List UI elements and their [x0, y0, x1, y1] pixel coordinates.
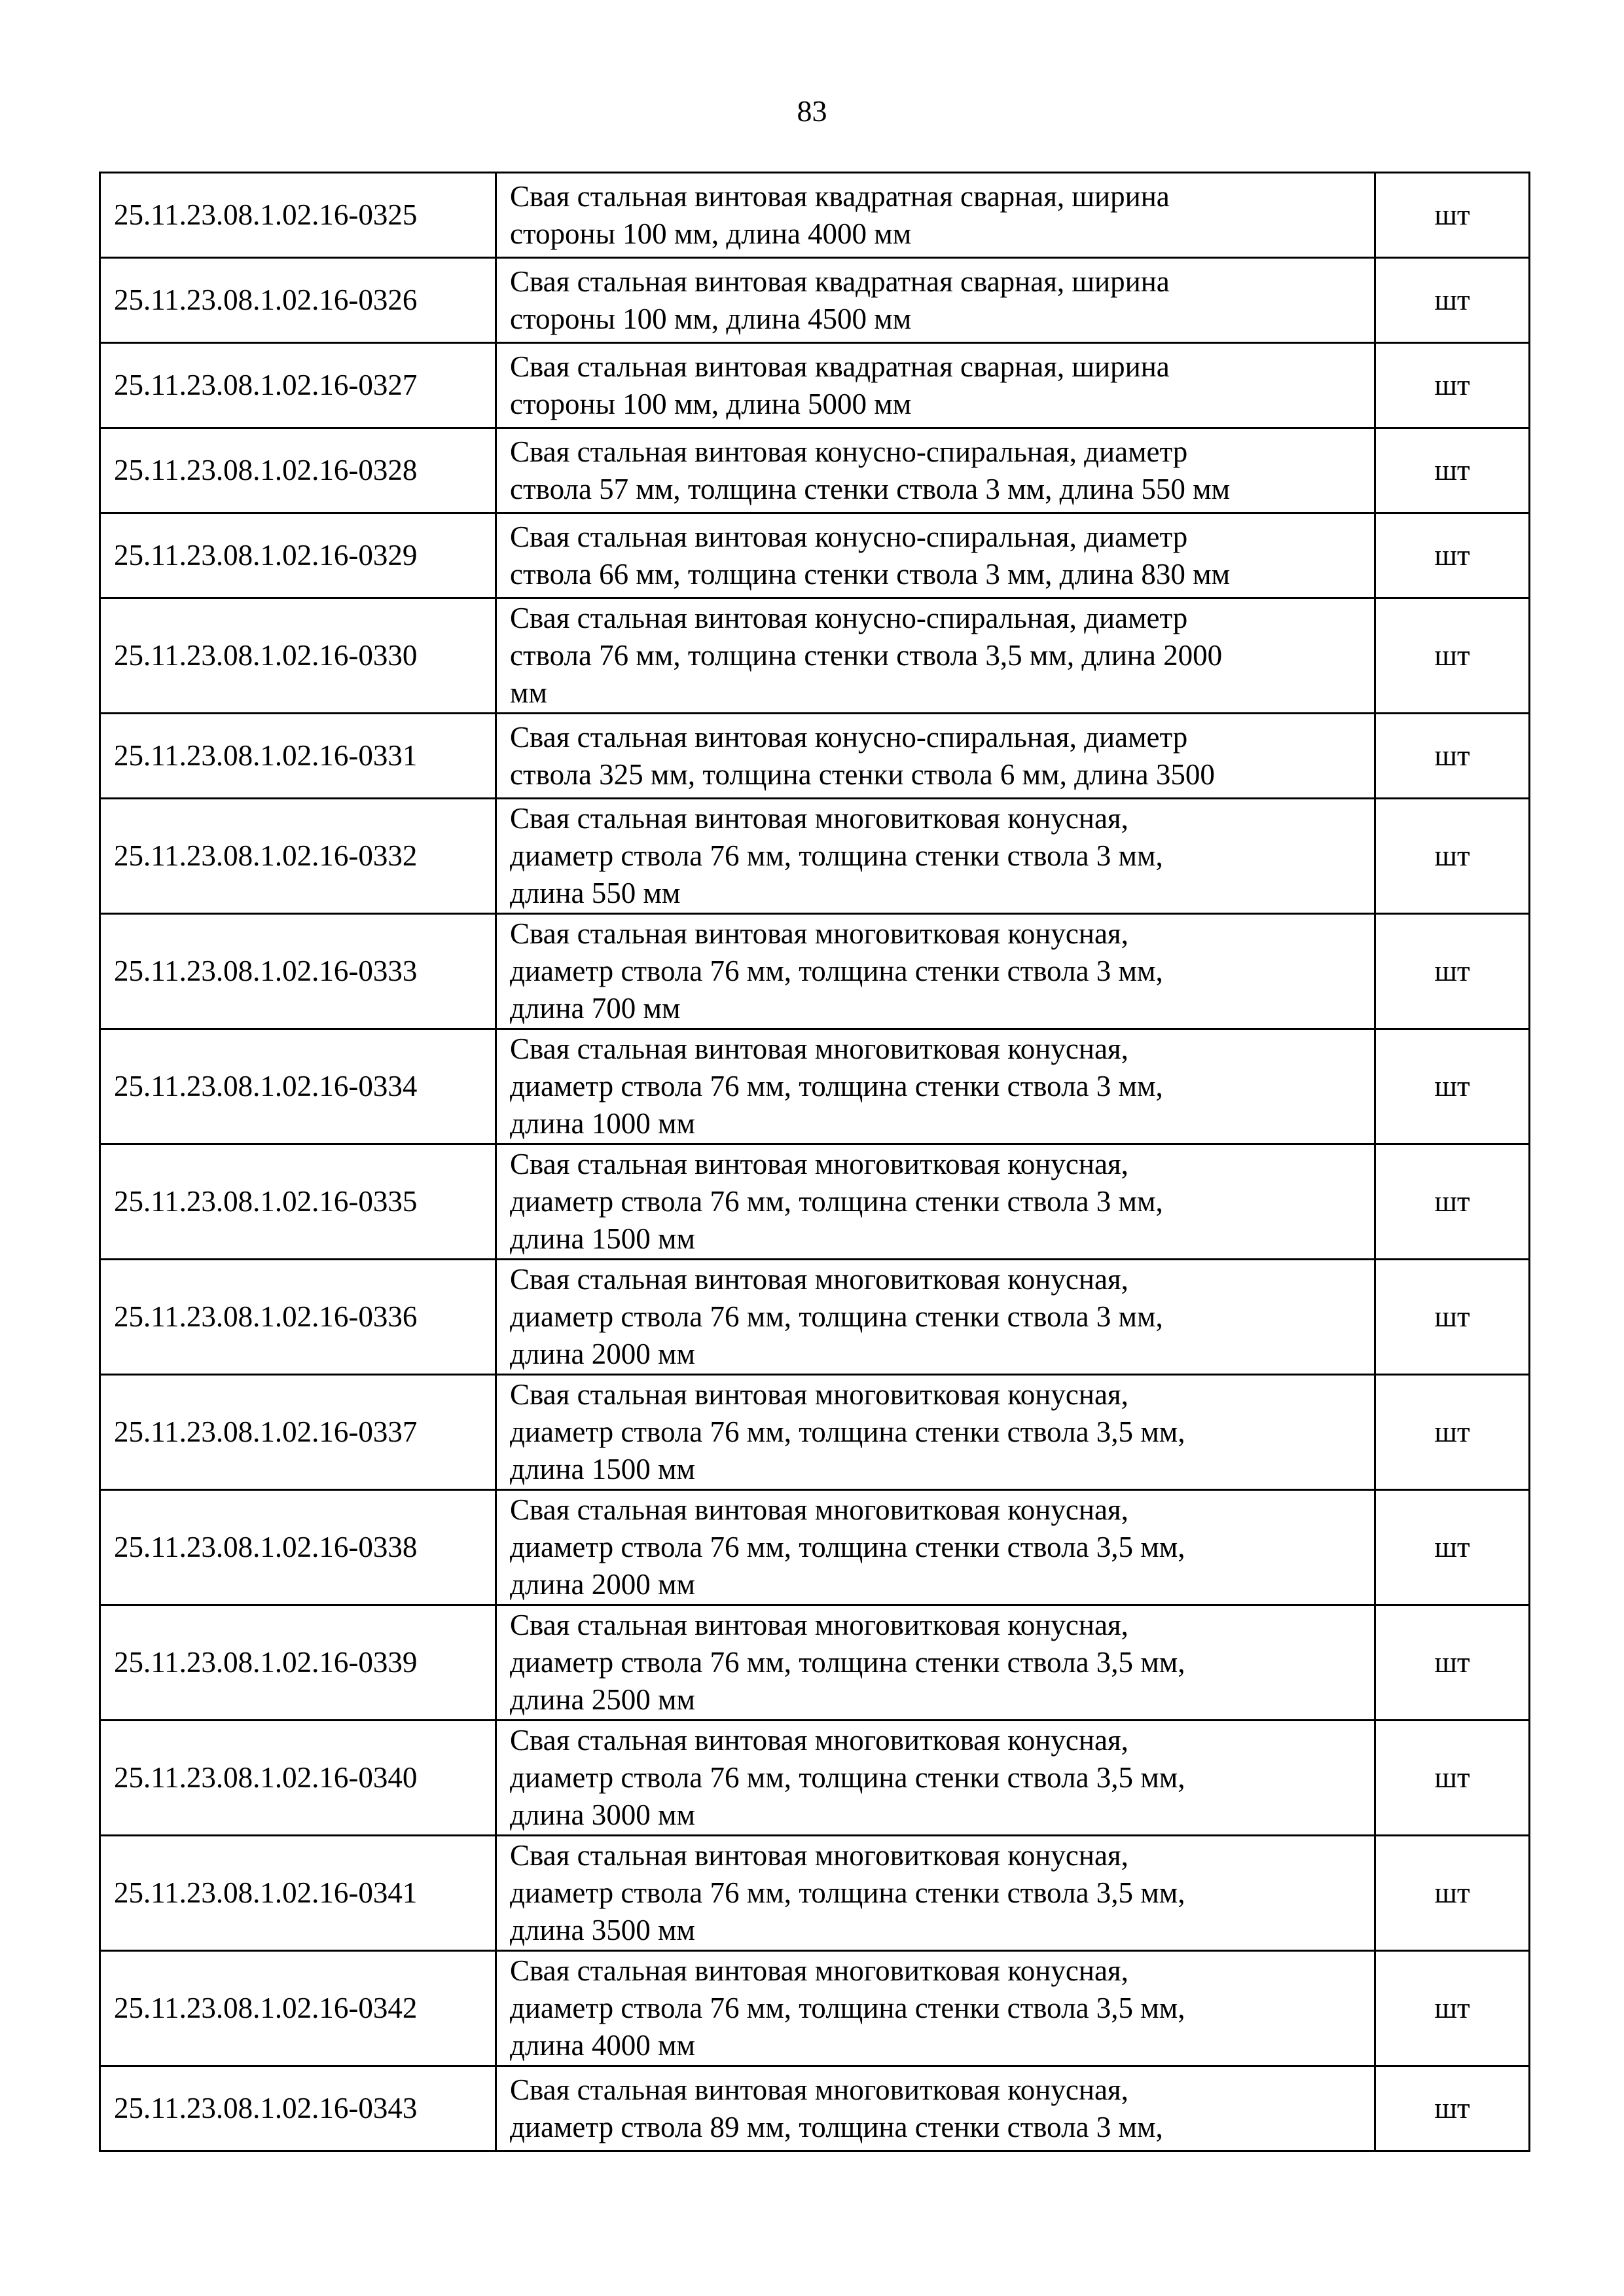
item-unit-cell: шт	[1375, 1721, 1530, 1836]
item-description-line: диаметр ствола 76 мм, толщина стенки ствола 3,5 мм,	[510, 1415, 1185, 1448]
item-description-line: Свая стальная винтовая квадратная сварная, ширина	[510, 179, 1170, 213]
item-description-line: Свая стальная винтовая многовитковая конусная,	[510, 1032, 1128, 1065]
item-description-cell	[496, 1951, 1375, 2066]
item-unit-cell: шт	[1375, 1375, 1530, 1490]
item-unit-cell: шт	[1375, 1836, 1530, 1951]
item-description-line: длина 1000 мм	[510, 1107, 695, 1140]
item-description-line: Свая стальная винтовая многовитковая конусная,	[510, 1148, 1128, 1180]
item-description-line: стороны 100 мм, длина 4000 мм	[510, 217, 912, 250]
item-unit-cell: шт	[1375, 714, 1530, 799]
item-description-cell	[496, 513, 1375, 598]
item-unit-cell: шт	[1375, 343, 1530, 428]
item-description-line: Свая стальная винтовая многовитковая конусная,	[510, 2073, 1128, 2106]
table-row	[100, 1029, 1530, 1144]
item-description-cell	[496, 1836, 1375, 1951]
item-description-line: диаметр ствола 76 мм, толщина стенки ствола 3,5 мм,	[510, 1761, 1185, 1794]
item-description-cell	[496, 1029, 1375, 1144]
item-description-line: Свая стальная винтовая многовитковая конусная,	[510, 802, 1128, 835]
table-row	[100, 799, 1530, 914]
item-code-cell: 25.11.23.08.1.02.16-0341	[100, 1836, 496, 1951]
item-description-line: Свая стальная винтовая многовитковая конусная,	[510, 1724, 1128, 1757]
table-row	[100, 1144, 1530, 1260]
item-unit-cell: шт	[1375, 1605, 1530, 1721]
item-unit-cell: шт	[1375, 1951, 1530, 2066]
page-number: 83	[797, 94, 827, 128]
table-row	[100, 428, 1530, 513]
item-unit-cell: шт	[1375, 1029, 1530, 1144]
item-description-line: ствола 76 мм, толщина стенки ствола 3,5 мм, длина 2000	[510, 639, 1223, 672]
table-row	[100, 1605, 1530, 1721]
item-description-line: стороны 100 мм, длина 4500 мм	[510, 302, 912, 335]
item-unit-cell: шт	[1375, 513, 1530, 598]
item-code-cell: 25.11.23.08.1.02.16-0336	[100, 1260, 496, 1375]
item-code-cell: 25.11.23.08.1.02.16-0335	[100, 1144, 496, 1260]
item-code-cell: 25.11.23.08.1.02.16-0342	[100, 1951, 496, 2066]
item-description-line: ствола 57 мм, толщина стенки ствола 3 мм, длина 550 мм	[510, 472, 1231, 505]
table-row	[100, 2066, 1530, 2151]
table-row	[100, 173, 1530, 258]
item-description-line: диаметр ствола 76 мм, толщина стенки ствола 3,5 мм,	[510, 1876, 1185, 1909]
item-description-cell	[496, 914, 1375, 1029]
item-description-line: длина 2000 мм	[510, 1338, 695, 1370]
item-description-line: Свая стальная винтовая квадратная сварная, ширина	[510, 264, 1170, 298]
item-description-line: диаметр ствола 76 мм, толщина стенки ствола 3 мм,	[510, 839, 1163, 872]
item-code-cell: 25.11.23.08.1.02.16-0338	[100, 1490, 496, 1605]
item-description-line: Свая стальная винтовая конусно-спиральная, диаметр	[510, 720, 1188, 754]
item-description-line: длина 550 мм	[510, 877, 681, 909]
item-unit-cell: шт	[1375, 428, 1530, 513]
item-description-line: диаметр ствола 76 мм, толщина стенки ствола 3 мм,	[510, 1185, 1163, 1218]
table-row	[100, 1260, 1530, 1375]
item-description-cell	[496, 714, 1375, 799]
item-unit-cell: шт	[1375, 799, 1530, 914]
table-row	[100, 1836, 1530, 1951]
item-code-cell: 25.11.23.08.1.02.16-0331	[100, 714, 496, 799]
item-description-cell	[496, 1144, 1375, 1260]
item-description-cell	[496, 1260, 1375, 1375]
item-description-line: диаметр ствола 89 мм, толщина стенки ствола 3 мм,	[510, 2110, 1163, 2143]
item-description-line: диаметр ствола 76 мм, толщина стенки ствола 3 мм,	[510, 1070, 1163, 1102]
catalog-table-body	[100, 173, 1530, 2151]
table-row	[100, 513, 1530, 598]
item-description-line: длина 2500 мм	[510, 1683, 695, 1716]
table-row	[100, 598, 1530, 714]
item-code-cell: 25.11.23.08.1.02.16-0326	[100, 258, 496, 343]
item-description-line: длина 1500 мм	[510, 1222, 695, 1255]
catalog-table	[99, 172, 1530, 2152]
item-description-line: длина 3000 мм	[510, 1798, 695, 1831]
item-code-cell: 25.11.23.08.1.02.16-0334	[100, 1029, 496, 1144]
item-description-cell	[496, 428, 1375, 513]
item-unit-cell: шт	[1375, 1144, 1530, 1260]
item-description-cell	[496, 598, 1375, 714]
item-description-line: Свая стальная винтовая многовитковая конусная,	[510, 1378, 1128, 1411]
item-description-line: Свая стальная винтовая многовитковая конусная,	[510, 1263, 1128, 1296]
table-row	[100, 1951, 1530, 2066]
item-code-cell: 25.11.23.08.1.02.16-0329	[100, 513, 496, 598]
item-unit-cell: шт	[1375, 2066, 1530, 2151]
item-description-cell	[496, 799, 1375, 914]
item-description-cell	[496, 258, 1375, 343]
table-row	[100, 914, 1530, 1029]
item-code-cell: 25.11.23.08.1.02.16-0325	[100, 173, 496, 258]
item-description-cell	[496, 2066, 1375, 2151]
table-row	[100, 258, 1530, 343]
item-description-line: длина 700 мм	[510, 992, 681, 1025]
item-code-cell: 25.11.23.08.1.02.16-0332	[100, 799, 496, 914]
table-row	[100, 1375, 1530, 1490]
item-code-cell: 25.11.23.08.1.02.16-0337	[100, 1375, 496, 1490]
item-description-line: диаметр ствола 76 мм, толщина стенки ствола 3,5 мм,	[510, 1646, 1185, 1679]
item-unit-cell: шт	[1375, 1490, 1530, 1605]
item-description-line: стороны 100 мм, длина 5000 мм	[510, 387, 912, 420]
table-row	[100, 714, 1530, 799]
item-code-cell: 25.11.23.08.1.02.16-0328	[100, 428, 496, 513]
item-code-cell: 25.11.23.08.1.02.16-0333	[100, 914, 496, 1029]
item-description-line: Свая стальная винтовая многовитковая конусная,	[510, 1954, 1128, 1987]
item-description-line: Свая стальная винтовая квадратная сварная, ширина	[510, 350, 1170, 383]
item-description-cell	[496, 173, 1375, 258]
item-unit-cell: шт	[1375, 914, 1530, 1029]
item-description-line: длина 3500 мм	[510, 1914, 695, 1946]
item-description-cell	[496, 343, 1375, 428]
item-description-line: длина 1500 мм	[510, 1453, 695, 1485]
item-description-line: диаметр ствола 76 мм, толщина стенки ствола 3,5 мм,	[510, 1992, 1185, 2024]
item-description-line: диаметр ствола 76 мм, толщина стенки ствола 3 мм,	[510, 955, 1163, 987]
item-description-line: диаметр ствола 76 мм, толщина стенки ствола 3,5 мм,	[510, 1531, 1185, 1563]
item-description-line: Свая стальная винтовая конусно-спиральная, диаметр	[510, 520, 1188, 553]
item-unit-cell: шт	[1375, 1260, 1530, 1375]
item-description-cell	[496, 1490, 1375, 1605]
item-description-line: ствола 325 мм, толщина стенки ствола 6 мм, длина 3500	[510, 757, 1215, 791]
table-row	[100, 343, 1530, 428]
item-description-line: мм	[510, 676, 547, 709]
item-code-cell: 25.11.23.08.1.02.16-0343	[100, 2066, 496, 2151]
item-description-cell	[496, 1721, 1375, 1836]
item-description-line: длина 2000 мм	[510, 1568, 695, 1601]
item-description-cell	[496, 1375, 1375, 1490]
item-description-line: ствола 66 мм, толщина стенки ствола 3 мм, длина 830 мм	[510, 557, 1231, 591]
item-description-line: длина 4000 мм	[510, 2029, 695, 2062]
item-code-cell: 25.11.23.08.1.02.16-0330	[100, 598, 496, 714]
item-description-line: Свая стальная винтовая конусно-спиральная, диаметр	[510, 602, 1188, 634]
item-description-line: Свая стальная винтовая многовитковая конусная,	[510, 917, 1128, 950]
item-description-line: Свая стальная винтовая многовитковая конусная,	[510, 1609, 1128, 1641]
item-code-cell: 25.11.23.08.1.02.16-0340	[100, 1721, 496, 1836]
item-description-line: Свая стальная винтовая многовитковая конусная,	[510, 1493, 1128, 1526]
table-row	[100, 1490, 1530, 1605]
item-description-line: Свая стальная винтовая конусно-спиральная, диаметр	[510, 435, 1188, 468]
item-code-cell: 25.11.23.08.1.02.16-0339	[100, 1605, 496, 1721]
table-row	[100, 1721, 1530, 1836]
item-description-cell	[496, 1605, 1375, 1721]
item-unit-cell: шт	[1375, 173, 1530, 258]
item-unit-cell: шт	[1375, 258, 1530, 343]
item-description-line: диаметр ствола 76 мм, толщина стенки ствола 3 мм,	[510, 1300, 1163, 1333]
item-code-cell: 25.11.23.08.1.02.16-0327	[100, 343, 496, 428]
item-description-line: Свая стальная винтовая многовитковая конусная,	[510, 1839, 1128, 1872]
item-unit-cell: шт	[1375, 598, 1530, 714]
